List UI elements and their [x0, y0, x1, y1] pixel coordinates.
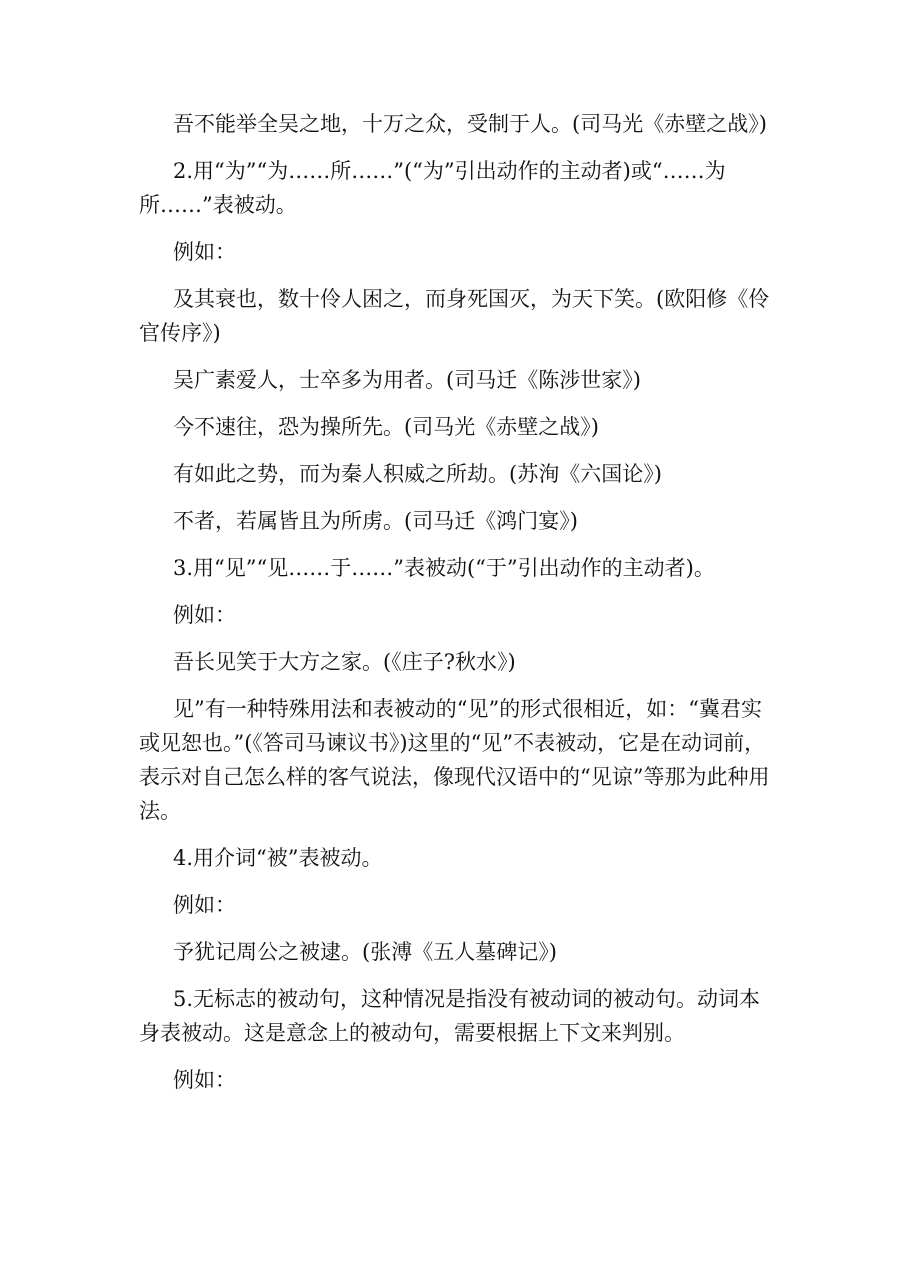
paragraph-example: 予犹记周公之被逮。(张溥《五人墓碑记》) [173, 940, 557, 964]
paragraph-rule-4: 4.用介词“被”表被动。 [173, 846, 383, 870]
paragraph-rule-3: 3.用“见”“见……于……”表被动(“于”引出动作的主动者)。 [173, 556, 715, 580]
paragraph-example: 不者，若属皆且为所虏。(司马迁《鸿门宴》) [173, 509, 578, 533]
paragraph-example: 今不速往，恐为操所先。(司马光《赤壁之战》) [173, 415, 599, 439]
paragraph-rule-5: 5.无标志的被动句，这种情况是指没有被动词的被动句。动词本身表被动。这是意念上的被动句，需要根据上下文来判别。 [139, 987, 761, 1045]
document-body [139, 107, 771, 1110]
paragraph-example: 及其衰也，数十伶人困之，而身死国灭，为天下笑。(欧阳修《伶官传序》) [139, 287, 770, 345]
paragraph-example-label: 例如： [173, 1068, 236, 1092]
paragraph-note: 见”有一种特殊用法和表被动的“见”的形式很相近，如：“冀君实或见恕也。”(《答司马谏议书》)这里的“见”不表被动，它是在动词前，表示对自己怎么样的客气说法，像现代汉语中的“见谅”等那为此种用法。 [139, 697, 770, 823]
paragraph-rule-2: 2.用“为”“为……所……”(“为”引出动作的主动者)或“……为所……”表被动。 [139, 159, 726, 217]
paragraph-example-label: 例如： [173, 603, 236, 627]
paragraph-example: 吾长见笑于大方之家。(《庄子?秋水》) [173, 650, 516, 674]
paragraph-example: 吴广素爱人，士卒多为用者。(司马迁《陈涉世家》) [173, 368, 641, 392]
paragraph-example-label: 例如： [173, 893, 236, 917]
paragraph-example: 有如此之势，而为秦人积威之所劫。(苏洵《六国论》) [173, 462, 662, 486]
paragraph-quote-chibi: 吾不能举全吴之地，十万之众，受制于人。(司马光《赤壁之战》) [173, 112, 767, 136]
paragraph-example-label: 例如： [173, 240, 236, 264]
